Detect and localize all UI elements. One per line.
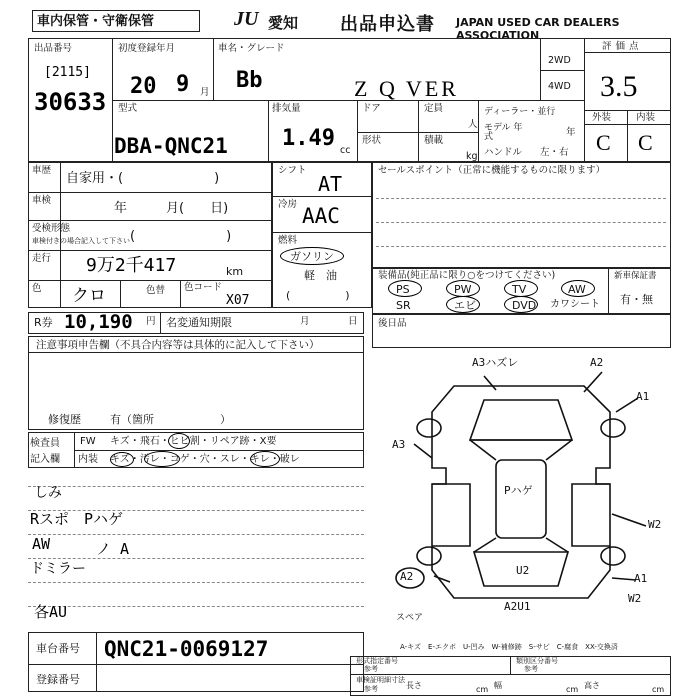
dmg-a1-rear: A1 — [634, 572, 648, 585]
color-code-label: 色コード — [184, 282, 223, 293]
category-label: 類別区分番号 — [516, 657, 558, 665]
after-goods-label: 後日品 — [378, 318, 407, 329]
fuel-diesel: 軽 油 — [304, 269, 337, 282]
length-label: 長さ — [406, 681, 422, 690]
height-label: 高さ — [584, 681, 600, 690]
color-value: クロ — [72, 286, 106, 306]
cert-ref: 参考 — [364, 685, 378, 693]
chassis-label: 車台番号 — [36, 642, 80, 655]
name-change-month: 月 — [300, 316, 310, 327]
inspector-row1-tag: FW — [80, 436, 96, 447]
shift-label: シフト — [278, 165, 307, 176]
dmg-a1-right: A1 — [636, 390, 650, 403]
name-change-label: 名変通知期限 — [166, 316, 232, 329]
sales-point-box — [372, 162, 671, 268]
car-diagram — [384, 350, 680, 644]
height-unit: cm — [652, 685, 665, 694]
repair-value: 有（箇所 ） — [110, 413, 231, 426]
cert-label: 車検証明細寸法 — [356, 676, 405, 684]
name-change-day: 日 — [348, 316, 358, 327]
reg-month-unit: 月 — [200, 87, 210, 98]
storage-box — [32, 10, 200, 32]
paint-label: 色替 — [146, 285, 166, 296]
model-label: 型式 — [118, 103, 138, 114]
lot-label: 出品番号 — [34, 43, 73, 54]
sales-point-label: セールスポイント（正常に機能するものに限ります） — [378, 165, 606, 176]
interior-label: 内装 — [636, 112, 656, 123]
lot-number: 30633 — [34, 88, 107, 116]
dmg-w2-right: W2 — [648, 518, 662, 531]
door-label: ドア — [362, 103, 381, 114]
color-label: 色 — [32, 283, 42, 294]
recycle-value: 10,190 — [64, 311, 133, 333]
score-value: 3.5 — [600, 70, 638, 103]
inspector-row2-items: キズ・汚レ・コゲ・穴・スレ・キレ・破レ — [110, 454, 300, 465]
dealer-label: ディーラー・並行 — [484, 107, 556, 117]
fuel-gas: ガソリン — [290, 250, 334, 263]
receipt-value: ( ) — [130, 229, 232, 244]
after-goods-box — [372, 314, 671, 348]
load-unit: kg — [466, 151, 478, 162]
color-code-value: X07 — [226, 293, 250, 308]
dmg-p-hage: Pハゲ — [504, 484, 533, 497]
ac-label: 冷房 — [278, 199, 298, 210]
ju-logo — [234, 8, 258, 31]
length-unit: cm — [476, 685, 489, 694]
model-year-unit: 年 — [566, 127, 576, 138]
note-bracket-a: ノ A — [96, 540, 130, 558]
inspection-value: 年 月( 日) — [114, 201, 229, 216]
warranty-label: 新車保証書 — [614, 271, 657, 281]
drive-4wd: 4WD — [548, 81, 571, 92]
shape-label: 形状 — [362, 135, 382, 146]
dmg-a3-hazure: A3ハズレ — [472, 356, 519, 369]
association-name: JAPAN USED CAR DEALERS ASSOCIATION — [456, 16, 620, 42]
inspector-row1-items: キズ・飛石・ヒビ割・リペア跡・X要 — [110, 436, 277, 447]
history-label: 車歴 — [32, 165, 52, 176]
handle-label: ハンドル — [484, 147, 523, 158]
dmg-u2: U2 — [516, 564, 530, 577]
dmg-a2-top: A2 — [590, 356, 604, 369]
drive-2wd: 2WD — [548, 55, 571, 66]
model-year-label: モデル 年式 — [484, 123, 523, 142]
displacement-label: 排気量 — [272, 103, 301, 114]
lot-sub: [2115] — [44, 65, 91, 80]
dmg-a2-left: A2 — [400, 570, 414, 583]
storage-label: 車内保管・守衛保管 — [37, 14, 155, 29]
capacity-label: 定員 — [424, 103, 444, 114]
equip-pw: PW — [454, 283, 472, 296]
notes-grid — [28, 470, 364, 628]
category-ref: 参考 — [524, 665, 538, 673]
note-aw: AW — [32, 535, 51, 553]
interior-grade: C — [638, 130, 653, 155]
equip-sr: SR — [396, 299, 411, 312]
width-unit: cm — [566, 685, 579, 694]
exterior-label: 外装 — [592, 112, 612, 123]
repair-label: 修復歴 — [48, 413, 81, 426]
equip-leather: カワシート — [550, 299, 600, 310]
dmg-a2u1: A2U1 — [504, 600, 531, 613]
inspection-label: 車検 — [32, 195, 52, 206]
equipment-label: 装備品(純正品に限り○をつけてください) — [378, 270, 556, 281]
equip-aw: AW — [568, 283, 586, 296]
spec-ref: 参考 — [364, 665, 378, 673]
damage-legend: A-キズ E-エクボ U-凹み W-補修跡 S-サビ C-腐食 XX-交換済 — [400, 643, 618, 651]
chassis-number: QNC21-0069127 — [104, 637, 269, 661]
spec-label: 形式指定番号 — [356, 657, 398, 665]
handle-options: 左・右 — [540, 147, 569, 158]
width-label: 幅 — [494, 681, 502, 690]
inspector-label: 検査員 記入欄 — [30, 438, 60, 465]
reg-label: 初度登録年月 — [118, 43, 176, 54]
equip-tv: TV — [512, 283, 527, 296]
capacity-unit: 人 — [468, 119, 478, 130]
mileage-label: 走行 — [32, 253, 52, 264]
fuel-other: ( ) — [286, 289, 350, 302]
history-value: 自家用・( ) — [66, 171, 220, 186]
recycle-unit: 円 — [146, 316, 156, 327]
mileage-unit: km — [226, 265, 244, 278]
reg-year: 20 — [130, 74, 157, 99]
car-name-label: 車名・グレード — [218, 43, 285, 54]
equip-dvd: DVD — [512, 299, 537, 312]
inspector-row2-tag: 内装 — [78, 454, 98, 465]
form-title: 出品申込書 — [340, 14, 435, 35]
spare-label: スペア — [396, 613, 424, 623]
exterior-grade: C — [596, 130, 611, 155]
score-label: 評価点 — [602, 41, 643, 52]
warranty-options: 有・無 — [620, 293, 653, 306]
model-value: DBA-QNC21 — [114, 134, 228, 158]
fuel-label: 燃料 — [278, 235, 298, 246]
ac-value: AAC — [302, 204, 340, 228]
car-name: Bb — [236, 68, 263, 93]
dmg-a3-left: A3 — [392, 438, 406, 451]
receipt-note: 車検付きの場合記入して下さい — [32, 237, 130, 245]
registration-label: 登録番号 — [36, 673, 80, 686]
receipt-label: 受検形態 — [32, 223, 71, 234]
shift-value: AT — [318, 172, 343, 196]
car-grade: Z Q VER — [354, 76, 459, 101]
equip-ps: PS — [396, 283, 410, 296]
note-stain: しみ — [34, 485, 62, 501]
ju-logo-mark: JU — [234, 8, 259, 30]
note-rspo: Rスポ Pハゲ — [30, 510, 124, 528]
logo-region: 愛知 — [268, 14, 299, 32]
note-door-mirror: ドミラー — [30, 561, 86, 577]
displacement-value: 1.49 — [282, 126, 335, 151]
displacement-unit: cc — [340, 145, 351, 156]
mileage-value: 9万2千417 — [86, 255, 177, 276]
dmg-w2-rear: W2 — [628, 592, 642, 605]
equip-airbag: エビ — [454, 299, 476, 312]
recycle-label: R券 — [34, 316, 53, 329]
notes-label: 注意事項申告欄（不具合内容等は具体的に記入して下さい） — [36, 339, 320, 351]
load-label: 積載 — [424, 135, 444, 146]
note-each-au: 各AU — [34, 603, 68, 621]
reg-month: 9 — [176, 72, 190, 97]
